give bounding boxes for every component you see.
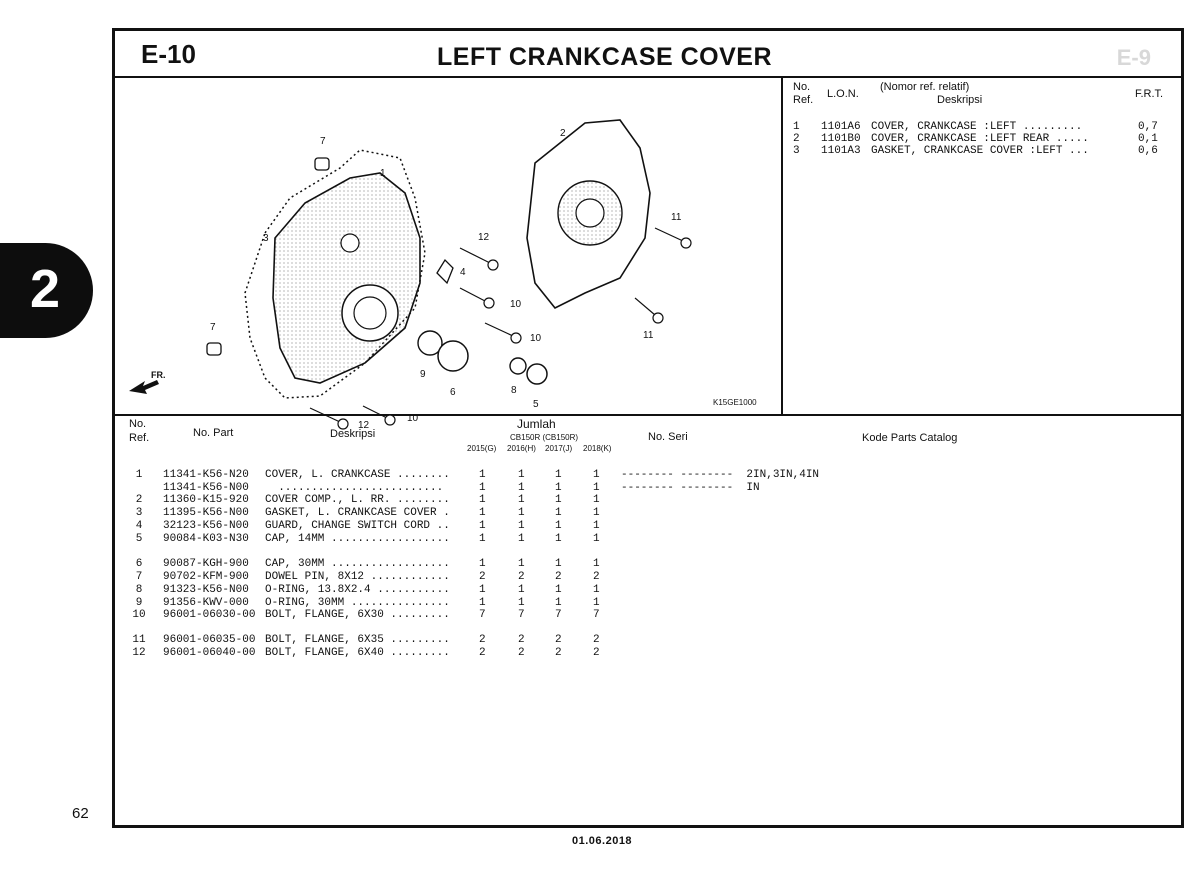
crankcase-cover bbox=[273, 173, 420, 383]
row-description: BOLT, FLANGE, 6X35 ......... bbox=[265, 634, 450, 646]
callout-10-c: 10 bbox=[407, 413, 419, 424]
row-qty-2015: 2 bbox=[479, 634, 486, 646]
callout-3: 3 bbox=[263, 233, 269, 244]
row-ref: 9 bbox=[135, 597, 143, 609]
row-ref: 11 bbox=[132, 634, 146, 646]
row-qty-2018: 1 bbox=[593, 469, 600, 481]
row-qty-2015: 1 bbox=[479, 520, 486, 532]
row-qty-2015: 2 bbox=[479, 647, 486, 659]
callout-8: 8 bbox=[511, 385, 517, 396]
callout-7-top: 7 bbox=[320, 136, 326, 147]
parts-no-header: No. bbox=[129, 418, 147, 430]
callout-9: 9 bbox=[420, 369, 426, 380]
row-qty-2018: 1 bbox=[593, 482, 600, 494]
row-qty-2016: 2 bbox=[518, 634, 525, 646]
cap-30mm bbox=[438, 341, 468, 371]
row-qty-2017: 2 bbox=[555, 634, 562, 646]
callout-1: 1 bbox=[380, 168, 386, 179]
row-ref: 4 bbox=[135, 520, 143, 532]
row-part-number: 91356-KWV-000 bbox=[163, 597, 249, 609]
callout-10-b: 10 bbox=[530, 333, 542, 344]
frt-ref: 3 bbox=[793, 145, 800, 157]
row-qty-2017: 1 bbox=[555, 558, 562, 570]
dowel-pin bbox=[315, 158, 329, 170]
frt-deskripsi-header: Deskripsi bbox=[937, 94, 983, 106]
row-ref: 7 bbox=[135, 571, 143, 583]
row-ref: 6 bbox=[135, 558, 143, 570]
fr-label: FR. bbox=[151, 370, 166, 380]
o-ring-13 bbox=[510, 358, 526, 374]
callout-11-top: 11 bbox=[671, 212, 682, 223]
frt-value: 0,6 bbox=[1138, 145, 1158, 157]
row-part-number: 90084-K03-N30 bbox=[163, 533, 249, 545]
callout-12-top: 12 bbox=[478, 232, 490, 243]
dowel-pin bbox=[207, 343, 221, 355]
year-header-2016: 2016(H) bbox=[507, 444, 536, 453]
row-description: COVER COMP., L. RR. ........ bbox=[265, 494, 450, 506]
frt-lon: 1101A3 bbox=[821, 145, 861, 157]
callout-2: 2 bbox=[560, 128, 566, 139]
frt-desc: COVER, CRANKCASE :LEFT ......... bbox=[871, 121, 1083, 133]
callout-11-bottom: 11 bbox=[643, 330, 654, 341]
row-description: BOLT, FLANGE, 6X40 ......... bbox=[265, 647, 450, 659]
front-arrow-icon bbox=[129, 380, 159, 394]
row-qty-2016: 1 bbox=[518, 558, 525, 570]
row-qty-2018: 1 bbox=[593, 520, 600, 532]
row-qty-2018: 2 bbox=[593, 647, 600, 659]
row-qty-2015: 1 bbox=[479, 584, 486, 596]
row-qty-2016: 1 bbox=[518, 494, 525, 506]
row-qty-2015: 7 bbox=[479, 609, 486, 621]
frt-value: 0,1 bbox=[1138, 133, 1158, 145]
row-qty-2016: 1 bbox=[518, 469, 525, 481]
frt-lon: 1101A6 bbox=[821, 121, 861, 133]
year-header-2018: 2018(K) bbox=[583, 444, 612, 453]
row-qty-2018: 2 bbox=[593, 571, 600, 583]
row-qty-2015: 2 bbox=[479, 571, 486, 583]
ghost-section-code: E-9 bbox=[1116, 45, 1151, 70]
row-part-number: 11341-K56-N00 bbox=[163, 482, 249, 494]
callout-7-left: 7 bbox=[210, 322, 216, 333]
row-ref: 3 bbox=[135, 507, 143, 519]
row-ref: 10 bbox=[132, 609, 146, 621]
row-part-number: 11360-K15-920 bbox=[163, 494, 249, 506]
section-code: E-10 bbox=[141, 39, 196, 69]
row-part-number: 96001-06040-00 bbox=[163, 647, 256, 659]
vertical-divider bbox=[781, 76, 783, 414]
parts-serial-header: No. Seri bbox=[648, 431, 688, 443]
row-qty-2016: 1 bbox=[518, 507, 525, 519]
row-qty-2017: 1 bbox=[555, 507, 562, 519]
row-qty-2018: 1 bbox=[593, 597, 600, 609]
row-description: BOLT, FLANGE, 6X30 ......... bbox=[265, 609, 450, 621]
parts-desc-header: Deskripsi bbox=[330, 428, 376, 440]
row-qty-2016: 2 bbox=[518, 571, 525, 583]
row-qty-2017: 1 bbox=[555, 584, 562, 596]
row-description: DOWEL PIN, 8X12 ............ bbox=[265, 571, 450, 583]
page-title: LEFT CRANKCASE COVER bbox=[437, 43, 773, 71]
frt-ref: 2 bbox=[793, 133, 800, 145]
row-qty-2018: 1 bbox=[593, 558, 600, 570]
callout-6: 6 bbox=[450, 387, 456, 398]
row-qty-2016: 1 bbox=[518, 520, 525, 532]
callout-12-bottom: 12 bbox=[358, 420, 370, 431]
row-part-number: 96001-06035-00 bbox=[163, 634, 256, 646]
frt-nomor-header: (Nomor ref. relatif) bbox=[880, 81, 970, 93]
row-description: GASKET, L. CRANKCASE COVER . bbox=[265, 507, 450, 519]
row-ref: 12 bbox=[132, 647, 146, 659]
row-qty-2017: 7 bbox=[555, 609, 562, 621]
row-qty-2016: 1 bbox=[518, 584, 525, 596]
row-qty-2016: 1 bbox=[518, 597, 525, 609]
row-qty-2017: 1 bbox=[555, 597, 562, 609]
row-ref: 2 bbox=[135, 494, 143, 506]
row-part-number: 91323-K56-N00 bbox=[163, 584, 249, 596]
row-qty-2018: 2 bbox=[593, 634, 600, 646]
row-part-number: 90087-KGH-900 bbox=[163, 558, 249, 570]
row-qty-2017: 2 bbox=[555, 571, 562, 583]
row-ref: 5 bbox=[135, 533, 143, 545]
parts-model-header: CB150R (CB150R) bbox=[510, 433, 579, 442]
parts-part-header: No. Part bbox=[193, 427, 234, 439]
frt-frt-header: F.R.T. bbox=[1135, 88, 1164, 100]
row-description: CAP, 30MM .................. bbox=[265, 558, 450, 570]
parts-catalog-header: Kode Parts Catalog bbox=[862, 432, 958, 444]
row-qty-2015: 1 bbox=[479, 507, 486, 519]
row-description: COVER, L. CRANKCASE ........ bbox=[265, 469, 450, 481]
row-qty-2017: 1 bbox=[555, 494, 562, 506]
row-description: O-RING, 13.8X2.4 ........... bbox=[265, 584, 450, 596]
year-header-2015: 2015(G) bbox=[467, 444, 497, 453]
cap-14mm bbox=[527, 364, 547, 384]
row-qty-2015: 1 bbox=[479, 533, 486, 545]
page-number: 62 bbox=[72, 805, 89, 822]
section-tab-number: 2 bbox=[30, 259, 61, 319]
parts-ref-header: Ref. bbox=[129, 432, 150, 444]
frt-no-header: No. bbox=[793, 81, 811, 93]
frt-lon-header: L.O.N. bbox=[827, 88, 859, 100]
row-part-number: 90702-KFM-900 bbox=[163, 571, 249, 583]
frt-lon: 1101B0 bbox=[821, 133, 861, 145]
row-description: O-RING, 30MM ............... bbox=[265, 597, 450, 609]
row-ref: 1 bbox=[135, 469, 143, 481]
row-qty-2016: 7 bbox=[518, 609, 525, 621]
row-ref: 8 bbox=[135, 584, 143, 596]
row-qty-2016: 2 bbox=[518, 647, 525, 659]
row-qty-2015: 1 bbox=[479, 558, 486, 570]
row-qty-2018: 1 bbox=[593, 494, 600, 506]
row-description: ......................... bbox=[265, 482, 444, 494]
row-qty-2015: 1 bbox=[479, 469, 486, 481]
row-serial: -------- -------- 2IN,3IN,4IN bbox=[621, 469, 820, 481]
callout-5: 5 bbox=[533, 399, 539, 410]
callout-4: 4 bbox=[460, 267, 466, 278]
row-qty-2018: 1 bbox=[593, 507, 600, 519]
row-qty-2015: 1 bbox=[479, 494, 486, 506]
diagram-code: K15GE1000 bbox=[713, 398, 757, 407]
row-qty-2018: 1 bbox=[593, 584, 600, 596]
row-qty-2018: 7 bbox=[593, 609, 600, 621]
row-qty-2015: 1 bbox=[479, 482, 486, 494]
row-qty-2015: 1 bbox=[479, 597, 486, 609]
callout-10-a: 10 bbox=[510, 299, 522, 310]
row-description: CAP, 14MM .................. bbox=[265, 533, 450, 545]
year-header-2017: 2017(J) bbox=[545, 444, 573, 453]
frt-value: 0,7 bbox=[1138, 121, 1158, 133]
row-qty-2017: 1 bbox=[555, 482, 562, 494]
row-qty-2017: 1 bbox=[555, 469, 562, 481]
row-part-number: 96001-06030-00 bbox=[163, 609, 256, 621]
row-part-number: 11341-K56-N20 bbox=[163, 469, 249, 481]
frt-desc: COVER, CRANKCASE :LEFT REAR ..... bbox=[871, 133, 1089, 145]
row-part-number: 11395-K56-N00 bbox=[163, 507, 249, 519]
row-qty-2016: 1 bbox=[518, 533, 525, 545]
frt-desc: GASKET, CRANKCASE COVER :LEFT ... bbox=[871, 145, 1089, 157]
catalog-page-frame bbox=[112, 28, 1184, 828]
row-qty-2016: 1 bbox=[518, 482, 525, 494]
print-date: 01.06.2018 bbox=[572, 835, 633, 847]
row-part-number: 32123-K56-N00 bbox=[163, 520, 249, 532]
row-description: GUARD, CHANGE SWITCH CORD .. bbox=[265, 520, 450, 532]
row-qty-2017: 1 bbox=[555, 520, 562, 532]
row-qty-2017: 1 bbox=[555, 533, 562, 545]
row-qty-2017: 2 bbox=[555, 647, 562, 659]
row-serial: -------- -------- IN bbox=[621, 482, 760, 494]
switch-cord-guard bbox=[437, 260, 453, 283]
table-divider bbox=[115, 414, 1181, 416]
row-qty-2018: 1 bbox=[593, 533, 600, 545]
parts-jumlah-header: Jumlah bbox=[517, 417, 556, 431]
frt-ref: 1 bbox=[793, 121, 800, 133]
frt-ref-header: Ref. bbox=[793, 94, 814, 106]
